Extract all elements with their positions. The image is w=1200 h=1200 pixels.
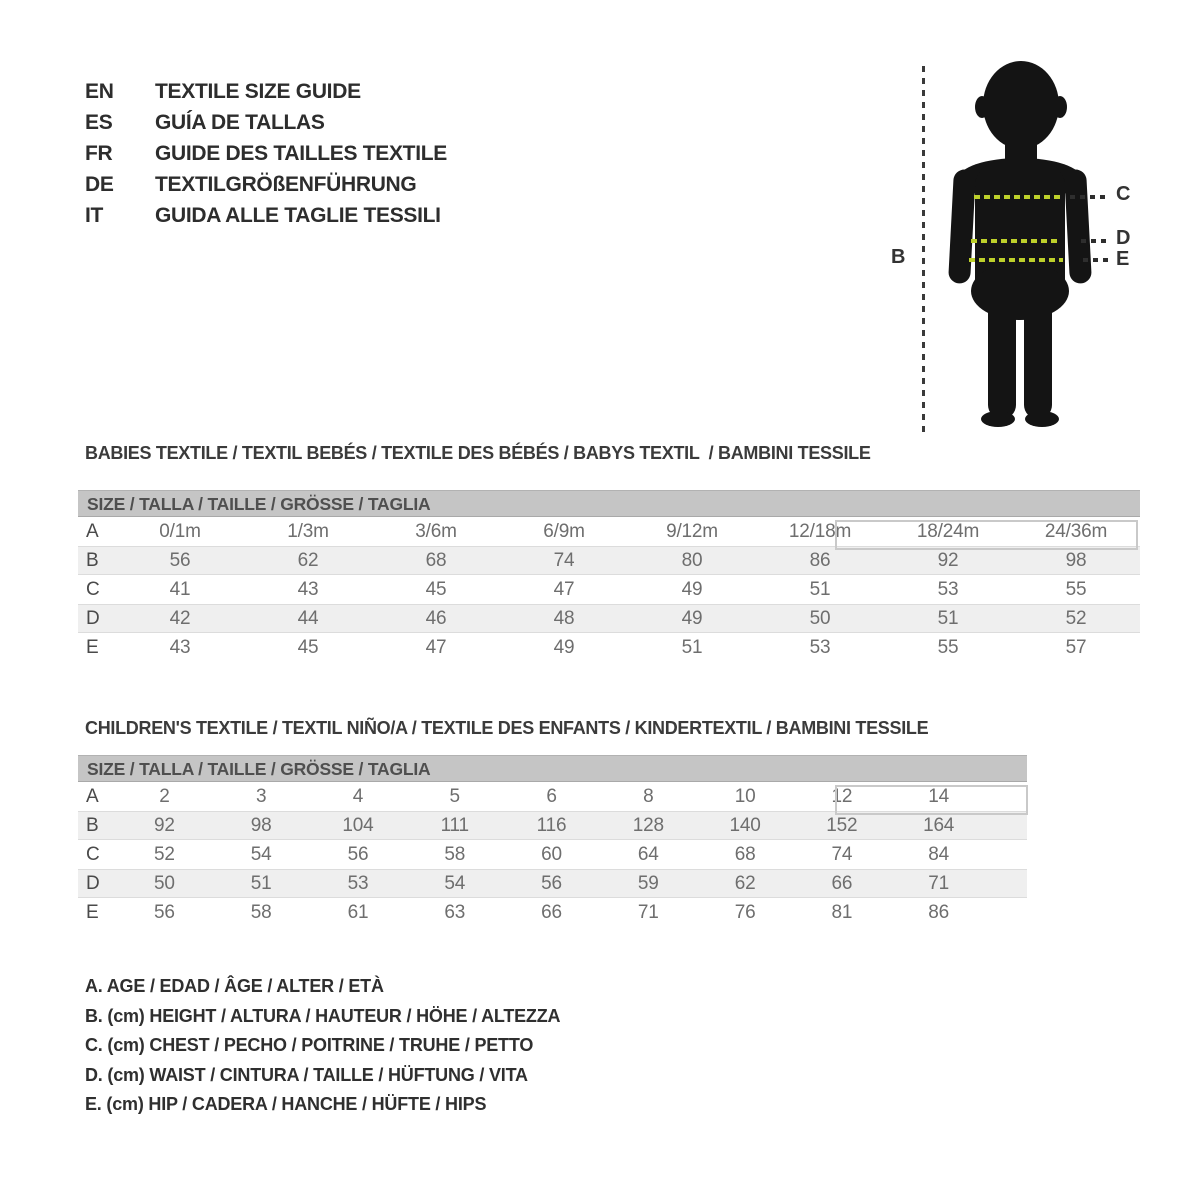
- table-cell: 55: [1065, 578, 1087, 600]
- language-row: [85, 169, 447, 200]
- height-measure-line: [922, 66, 925, 432]
- language-code: ES: [85, 111, 113, 134]
- table-row: [78, 811, 1027, 840]
- row-label: B: [86, 814, 99, 836]
- table-cell: 51: [809, 578, 831, 600]
- table-cell: 48: [553, 607, 575, 629]
- table-row: [78, 575, 1140, 604]
- children-size-table: [78, 755, 1027, 927]
- language-code: FR: [85, 142, 113, 165]
- table-cell: 41: [169, 578, 191, 600]
- table-cell: 53: [347, 872, 369, 894]
- legend-line: C. (cm) CHEST / PECHO / POITRINE / TRUHE / PETTO: [85, 1035, 534, 1055]
- size-table-header: SIZE / TALLA / TAILLE / GRÖSSE / TAGLIA: [78, 755, 1027, 782]
- table-cell: 12: [831, 785, 853, 807]
- table-cell: 9/12m: [666, 520, 718, 542]
- table-cell: 66: [541, 901, 562, 923]
- table-cell: 68: [425, 549, 447, 571]
- table-cell: 49: [681, 578, 703, 600]
- table-cell: 57: [1065, 636, 1087, 658]
- table-cell: 47: [425, 636, 447, 658]
- table-cell: 128: [632, 814, 664, 836]
- table-cell: 3/6m: [415, 520, 457, 542]
- table-cell: 59: [637, 872, 659, 894]
- table-cell: 24/36m: [1044, 520, 1108, 542]
- table-cell: 52: [1065, 607, 1087, 629]
- row-label: E: [86, 901, 99, 923]
- table-cell: 51: [681, 636, 703, 658]
- table-row: [78, 604, 1140, 633]
- table-cell: 71: [928, 872, 949, 894]
- language-row: [85, 200, 447, 231]
- hip-measure-line: [969, 258, 1063, 262]
- table-cell: 45: [297, 636, 319, 658]
- table-cell: 140: [729, 814, 761, 836]
- legend-line: B. (cm) HEIGHT / ALTURA / HAUTEUR / HÖHE / ALTEZZA: [85, 1005, 561, 1026]
- table-cell: 55: [937, 636, 959, 658]
- hip-label: E: [1116, 248, 1130, 270]
- table-cell: 18/24m: [916, 520, 980, 542]
- table-cell: 81: [831, 901, 853, 923]
- babies-size-table: [78, 490, 1140, 662]
- table-row: [78, 517, 1140, 546]
- size-table-header: SIZE / TALLA / TAILLE / GRÖSSE / TAGLIA: [78, 490, 1140, 517]
- language-title: GUÍA DE TALLAS: [155, 111, 325, 134]
- table-cell: 104: [342, 814, 374, 836]
- table-cell: 164: [923, 814, 955, 836]
- legend-line: D. (cm) WAIST / CINTURA / TAILLE / HÜFTUNG / VITA: [85, 1064, 528, 1085]
- table-cell: 51: [937, 607, 959, 629]
- row-label: C: [86, 578, 100, 600]
- table-cell: 54: [444, 872, 466, 894]
- table-cell: 50: [809, 607, 831, 629]
- table-cell: 6/9m: [543, 520, 585, 542]
- table-cell: 52: [154, 843, 175, 865]
- language-title: TEXTILE SIZE GUIDE: [155, 80, 361, 103]
- measurement-legend: [85, 972, 560, 1120]
- table-row: [78, 633, 1140, 662]
- row-label: A: [86, 520, 99, 542]
- table-cell: 74: [553, 549, 575, 571]
- table-cell: 61: [347, 901, 369, 923]
- table-cell: 116: [536, 814, 567, 836]
- table-cell: 152: [826, 814, 858, 836]
- table-cell: 42: [169, 607, 191, 629]
- table-cell: 45: [425, 578, 447, 600]
- table-cell: 58: [444, 843, 466, 865]
- table-cell: 53: [809, 636, 831, 658]
- table-row: [78, 840, 1027, 869]
- language-title: GUIDE DES TAILLES TEXTILE: [155, 142, 447, 165]
- table-cell: 98: [1065, 549, 1087, 571]
- table-cell: 71: [637, 901, 659, 923]
- table-cell: 43: [169, 636, 191, 658]
- table-cell: 6: [546, 785, 557, 807]
- table-cell: 50: [154, 872, 175, 894]
- language-code: IT: [85, 204, 104, 227]
- table-cell: 86: [809, 549, 831, 571]
- table-row: [78, 782, 1027, 811]
- table-cell: 10: [734, 785, 756, 807]
- child-silhouette: [930, 55, 1110, 435]
- table-row: [78, 898, 1027, 927]
- language-row: [85, 138, 447, 169]
- table-cell: 68: [734, 843, 756, 865]
- table-cell: 58: [250, 901, 272, 923]
- height-label: B: [891, 246, 906, 268]
- babies-section-heading: BABIES TEXTILE / TEXTIL BEBÉS / TEXTILE DES BÉBÉS / BABYS TEXTIL / BAMBINI TESSILE: [85, 443, 871, 463]
- chest-leader-line: [1070, 195, 1106, 199]
- row-label: B: [86, 549, 99, 571]
- row-label: D: [86, 607, 100, 629]
- row-label: E: [86, 636, 99, 658]
- table-cell: 5: [449, 785, 460, 807]
- table-cell: 92: [154, 814, 175, 836]
- table-cell: 56: [347, 843, 369, 865]
- table-cell: 47: [553, 578, 575, 600]
- language-row: [85, 107, 447, 138]
- table-cell: 111: [440, 814, 469, 836]
- waist-leader-line: [1081, 239, 1108, 243]
- table-cell: 80: [681, 549, 703, 571]
- table-cell: 84: [928, 843, 949, 865]
- table-cell: 74: [831, 843, 853, 865]
- table-cell: 44: [297, 607, 319, 629]
- language-row: [85, 76, 447, 107]
- table-cell: 56: [154, 901, 175, 923]
- legend-line: A. AGE / EDAD / ÂGE / ALTER / ETÀ: [85, 976, 384, 996]
- table-cell: 43: [297, 578, 319, 600]
- table-cell: 66: [831, 872, 853, 894]
- table-cell: 54: [250, 843, 272, 865]
- table-cell: 92: [937, 549, 959, 571]
- table-cell: 2: [159, 785, 170, 807]
- language-code: EN: [85, 80, 114, 103]
- table-cell: 49: [553, 636, 575, 658]
- chest-label: C: [1116, 183, 1131, 205]
- row-label: C: [86, 843, 100, 865]
- table-cell: 64: [637, 843, 659, 865]
- table-cell: 76: [734, 901, 756, 923]
- table-cell: 51: [250, 872, 272, 894]
- language-code: DE: [85, 173, 114, 196]
- table-cell: 63: [444, 901, 466, 923]
- language-title: TEXTILGRÖßENFÜHRUNG: [155, 173, 417, 196]
- table-cell: 60: [541, 843, 562, 865]
- children-section-heading: CHILDREN'S TEXTILE / TEXTIL NIÑO/A / TEXTILE DES ENFANTS / KINDERTEXTIL / BAMBINI TESSILE: [85, 718, 929, 738]
- row-label: A: [86, 785, 99, 807]
- hip-leader-line: [1083, 258, 1108, 262]
- language-title: GUIDA ALLE TAGLIE TESSILI: [155, 204, 441, 227]
- table-cell: 4: [352, 785, 364, 807]
- table-cell: 1/3m: [287, 520, 329, 542]
- chest-measure-line: [974, 195, 1062, 199]
- table-cell: 49: [681, 607, 703, 629]
- table-cell: 53: [937, 578, 959, 600]
- table-row: [78, 869, 1027, 898]
- table-cell: 8: [643, 785, 654, 807]
- table-cell: 98: [250, 814, 272, 836]
- table-cell: 14: [928, 785, 949, 807]
- table-cell: 56: [169, 549, 191, 571]
- table-cell: 86: [928, 901, 949, 923]
- table-cell: 46: [425, 607, 447, 629]
- row-label: D: [86, 872, 100, 894]
- table-cell: 56: [541, 872, 562, 894]
- table-cell: 3: [255, 785, 267, 807]
- language-title-list: [85, 76, 447, 231]
- table-cell: 12/18m: [788, 520, 852, 542]
- table-row: [78, 546, 1140, 575]
- table-cell: 62: [734, 872, 756, 894]
- legend-line: E. (cm) HIP / CADERA / HANCHE / HÜFTE / HIPS: [85, 1094, 487, 1114]
- table-cell: 0/1m: [159, 520, 201, 542]
- waist-measure-line: [971, 239, 1061, 243]
- waist-label: D: [1116, 227, 1131, 249]
- table-cell: 62: [297, 549, 319, 571]
